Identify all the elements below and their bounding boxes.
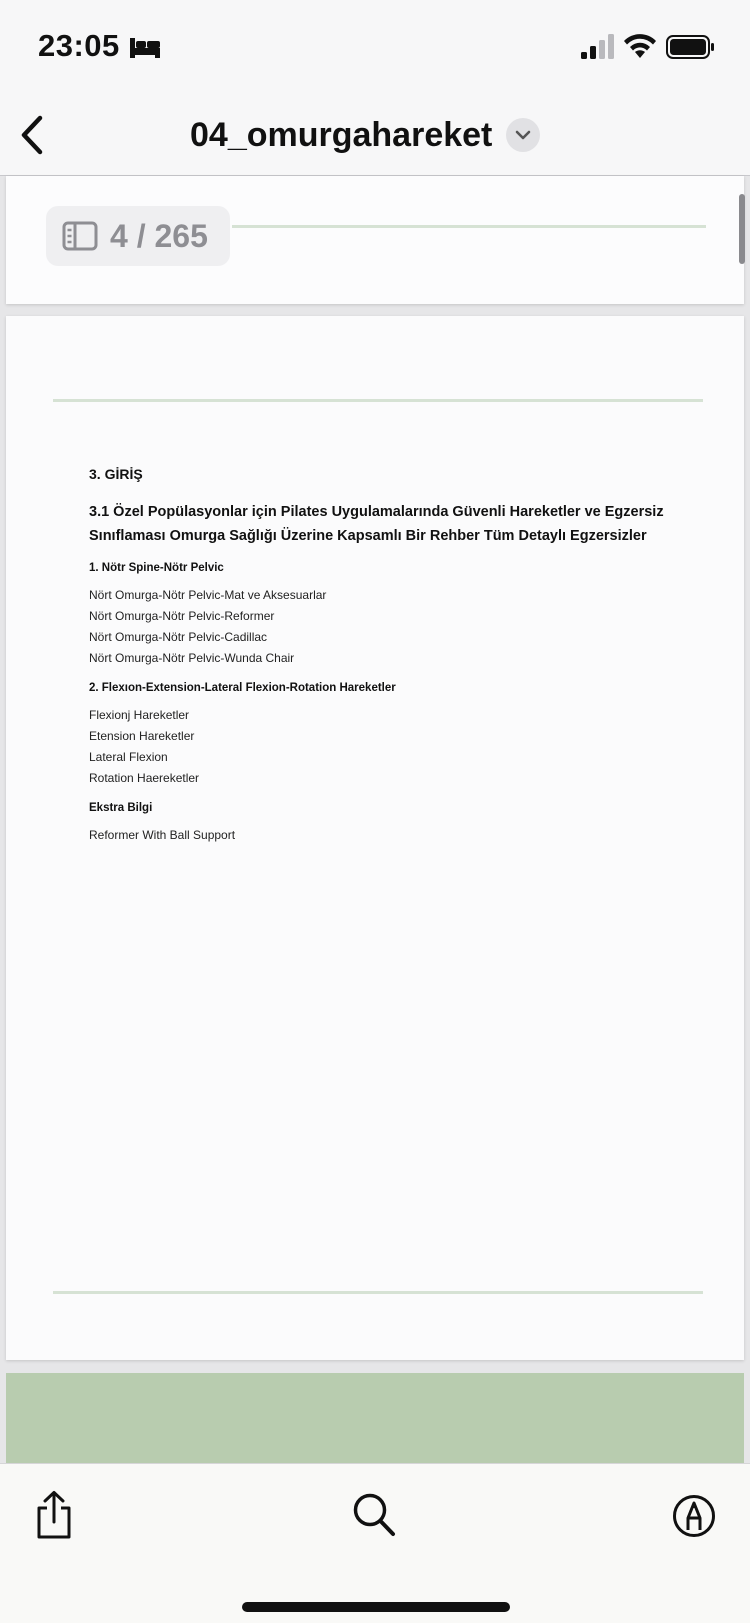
bed-icon (128, 34, 162, 60)
section-list (89, 705, 689, 789)
scrollbar-thumb[interactable] (739, 194, 745, 264)
nav-bar (0, 96, 750, 176)
list-item: Nört Omurga-Nötr Pelvic-Wunda Chair (89, 651, 295, 665)
list-item: Etension Hareketler (89, 729, 195, 743)
list-item: Reformer With Ball Support (89, 828, 236, 842)
chevron-down-icon[interactable] (506, 118, 540, 152)
section-heading: 3. GİRİŞ (89, 466, 143, 482)
pdf-page-4 (6, 316, 744, 1360)
status-time: 23:05 (38, 28, 120, 63)
page-footer-line (53, 1291, 703, 1294)
sidebar-icon (62, 221, 98, 251)
pdf-page-5 (6, 1373, 744, 1473)
page-header-line (53, 399, 703, 402)
list-item: Nört Omurga-Nötr Pelvic-Cadillac (89, 630, 268, 644)
wifi-icon (622, 33, 658, 60)
list-item: Lateral Flexion (89, 750, 168, 764)
list-item: Nört Omurga-Nötr Pelvic-Reformer (89, 609, 275, 623)
page-indicator-text: 4 / 265 (110, 217, 208, 254)
share-icon[interactable] (34, 1490, 74, 1540)
list-item: Rotation Haereketler (89, 771, 200, 785)
list-item: Flexionj Hareketler (89, 708, 190, 722)
back-icon[interactable] (14, 112, 50, 158)
home-indicator[interactable] (242, 1602, 510, 1612)
document-title-button[interactable] (190, 110, 540, 160)
page-indicator[interactable] (46, 206, 230, 266)
document-title: 04_omurgahareket (190, 115, 493, 154)
list-item: Nört Omurga-Nötr Pelvic-Mat ve Aksesuarlar (89, 588, 327, 602)
status-bar (0, 0, 750, 96)
markup-icon[interactable] (672, 1494, 716, 1538)
section-subheading: 3.1 Özel Popülasyonlar için Pilates Uygulamalarında Güvenli Hareketler ve Egzersiz Sınıflaması Omurga Sağlığı Üzerine Kapsamlı Bir Rehber Tüm Detaylı Egzersizler (89, 504, 664, 544)
search-icon[interactable] (352, 1492, 396, 1538)
section-title: 2. Flexıon-Extension-Lateral Flexion-Rotation Hareketler (89, 682, 396, 694)
page-divider-line (232, 225, 706, 228)
section-title: Ekstra Bilgi (89, 802, 153, 814)
battery-icon (666, 34, 716, 60)
section-title: 1. Nötr Spine-Nötr Pelvic (89, 562, 224, 574)
signal-icon (581, 34, 615, 60)
section-list (89, 825, 689, 846)
page-content (89, 466, 689, 846)
section-list (89, 585, 689, 669)
bottom-toolbar (0, 1463, 750, 1623)
